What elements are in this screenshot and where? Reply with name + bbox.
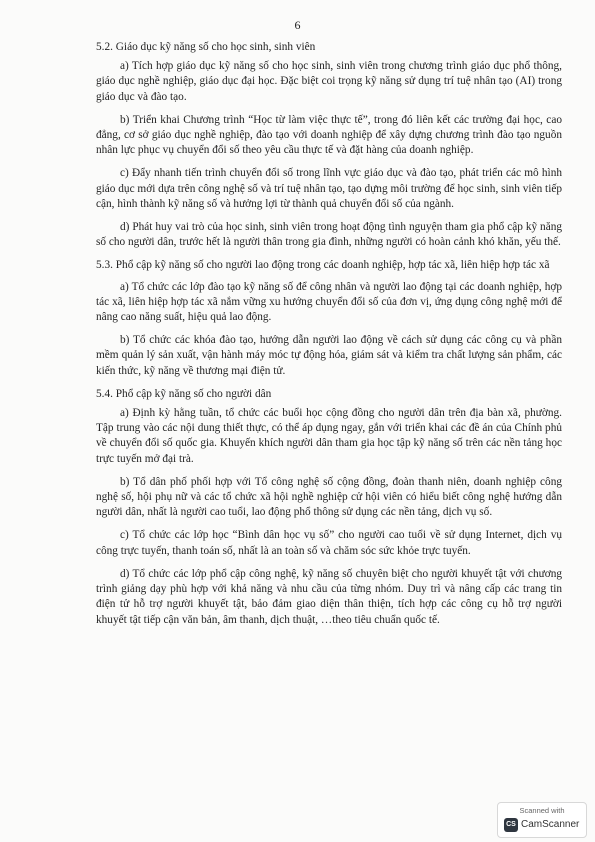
section-5-4-heading: 5.4. Phổ cập kỹ năng số cho người dân <box>96 387 272 400</box>
section-5-2-heading: 5.2. Giáo dục kỹ năng số cho học sinh, sinh viên <box>96 41 316 53</box>
page-number: 6 <box>294 18 301 32</box>
section-5-4-item-c: c) Tổ chức các lớp học “Bình dân học vụ số” cho người cao tuổi về sử dụng Internet, dịch vụ công trực tuyến, thanh toán số, nhất là an toàn số và chăm sóc sức khỏe trực tuyến. <box>96 529 562 557</box>
scanned-with-label: Scanned with <box>519 806 565 815</box>
camscanner-watermark <box>497 802 587 838</box>
section-5-3-heading: 5.3. Phổ cập kỹ năng số cho người lao động trong các doanh nghiệp, hợp tác xã, liên hiệp hợp tác xã <box>96 259 550 272</box>
section-5-2-item-d: d) Phát huy vai trò của học sinh, sinh viên trong hoạt động tình nguyện tham gia phổ cập kỹ năng số cho người dân, trước hết là người thân trong gia đình, những người có hoàn cảnh khó khăn, yếu thế. <box>96 221 562 249</box>
camscanner-name: CamScanner <box>521 819 580 830</box>
section-5-2-item-a: a) Tích hợp giáo dục kỹ năng số cho học sinh, sinh viên trong chương trình giáo dục phổ thông, giáo dục nghề nghiệp, giáo dục đại học. Đặc biệt coi trọng kỹ năng sử dụng trí tuệ nhân tạo (AI) trong giáo dục và đào tạo. <box>96 60 562 103</box>
section-5-3-item-b: b) Tổ chức các khóa đào tạo, hướng dẫn người lao động về cách sử dụng các công cụ và phần mềm quản lý sản xuất, vận hành máy móc tự động hóa, giám sát và kiểm tra chất lượng sản phẩm, các kiến thức, kỹ năng về thương mại điện tử. <box>96 334 562 377</box>
section-5-4-item-d: d) Tổ chức các lớp phổ cập công nghệ, kỹ năng số chuyên biệt cho người khuyết tật với chương trình giảng dạy phù hợp với khả năng và nhu cầu của từng nhóm. Duy trì và nâng cấp các trang tin điện tử hỗ trợ người khuyết tật, bảo đảm giao diện thân thiện, tích hợp các công cụ hỗ trợ người khuyết tật tiếp cận văn bản, âm thanh, dịch thuật, …theo tiêu chuẩn quốc tế. <box>96 567 562 626</box>
section-5-2-item-c: c) Đẩy nhanh tiến trình chuyển đổi số trong lĩnh vực giáo dục và đào tạo, phát triển các mô hình giáo dục mới dựa trên công nghệ số và trí tuệ nhân tạo, tạo dựng môi trường để học sinh, sinh viên tiếp cận, hình thành kỹ năng số và hưởng lợi từ thành quả chuyển đổi số của ngành. <box>96 167 562 210</box>
document-body <box>96 40 562 636</box>
camscanner-logo-icon: CS <box>504 818 518 832</box>
section-5-3-item-a: a) Tổ chức các lớp đào tạo kỹ năng số để công nhân và người lao động tại các doanh nghiệp, hợp tác xã, liên hiệp hợp tác xã nắm vững xu hướng chuyển đổi số của đơn vị, ứng dụng công nghệ mới để nâng cao năng suất, hiệu quả lao động. <box>96 280 562 324</box>
section-5-4-item-a: a) Định kỳ hằng tuần, tổ chức các buổi học cộng đồng cho người dân trên địa bàn xã, phường. Tập trung vào các nội dung thiết thực, có thể áp dụng ngay, gắn với triển khai các đề án của Chính phủ về chuyển đổi số quốc gia. Khuyến khích người dân tham gia học tập kỹ năng số trên các nền tảng học trực tuyến mở đại trà. <box>96 407 562 465</box>
section-5-2-item-b: b) Triển khai Chương trình “Học từ làm việc thực tế”, trong đó liên kết các trường đại học, cao đẳng, cơ sở giáo dục nghề nghiệp, đào tạo với doanh nghiệp để xây dựng chương trình đào tạo nguồn nhân lực phục vụ chuyển đổi số theo yêu cầu thực tế và đặt hàng của doanh nghiệp. <box>96 113 562 157</box>
section-5-4-item-b: b) Tổ dân phố phối hợp với Tổ công nghệ số cộng đồng, đoàn thanh niên, doanh nghiệp công nghệ số, hội phụ nữ và các tổ chức xã hội nghề nghiệp cử hội viên có hiểu biết công nghệ hướng dẫn người dân, nhất là người cao tuổi, lao động phổ thông sử dụng các nền tảng, dịch vụ số. <box>96 475 562 519</box>
